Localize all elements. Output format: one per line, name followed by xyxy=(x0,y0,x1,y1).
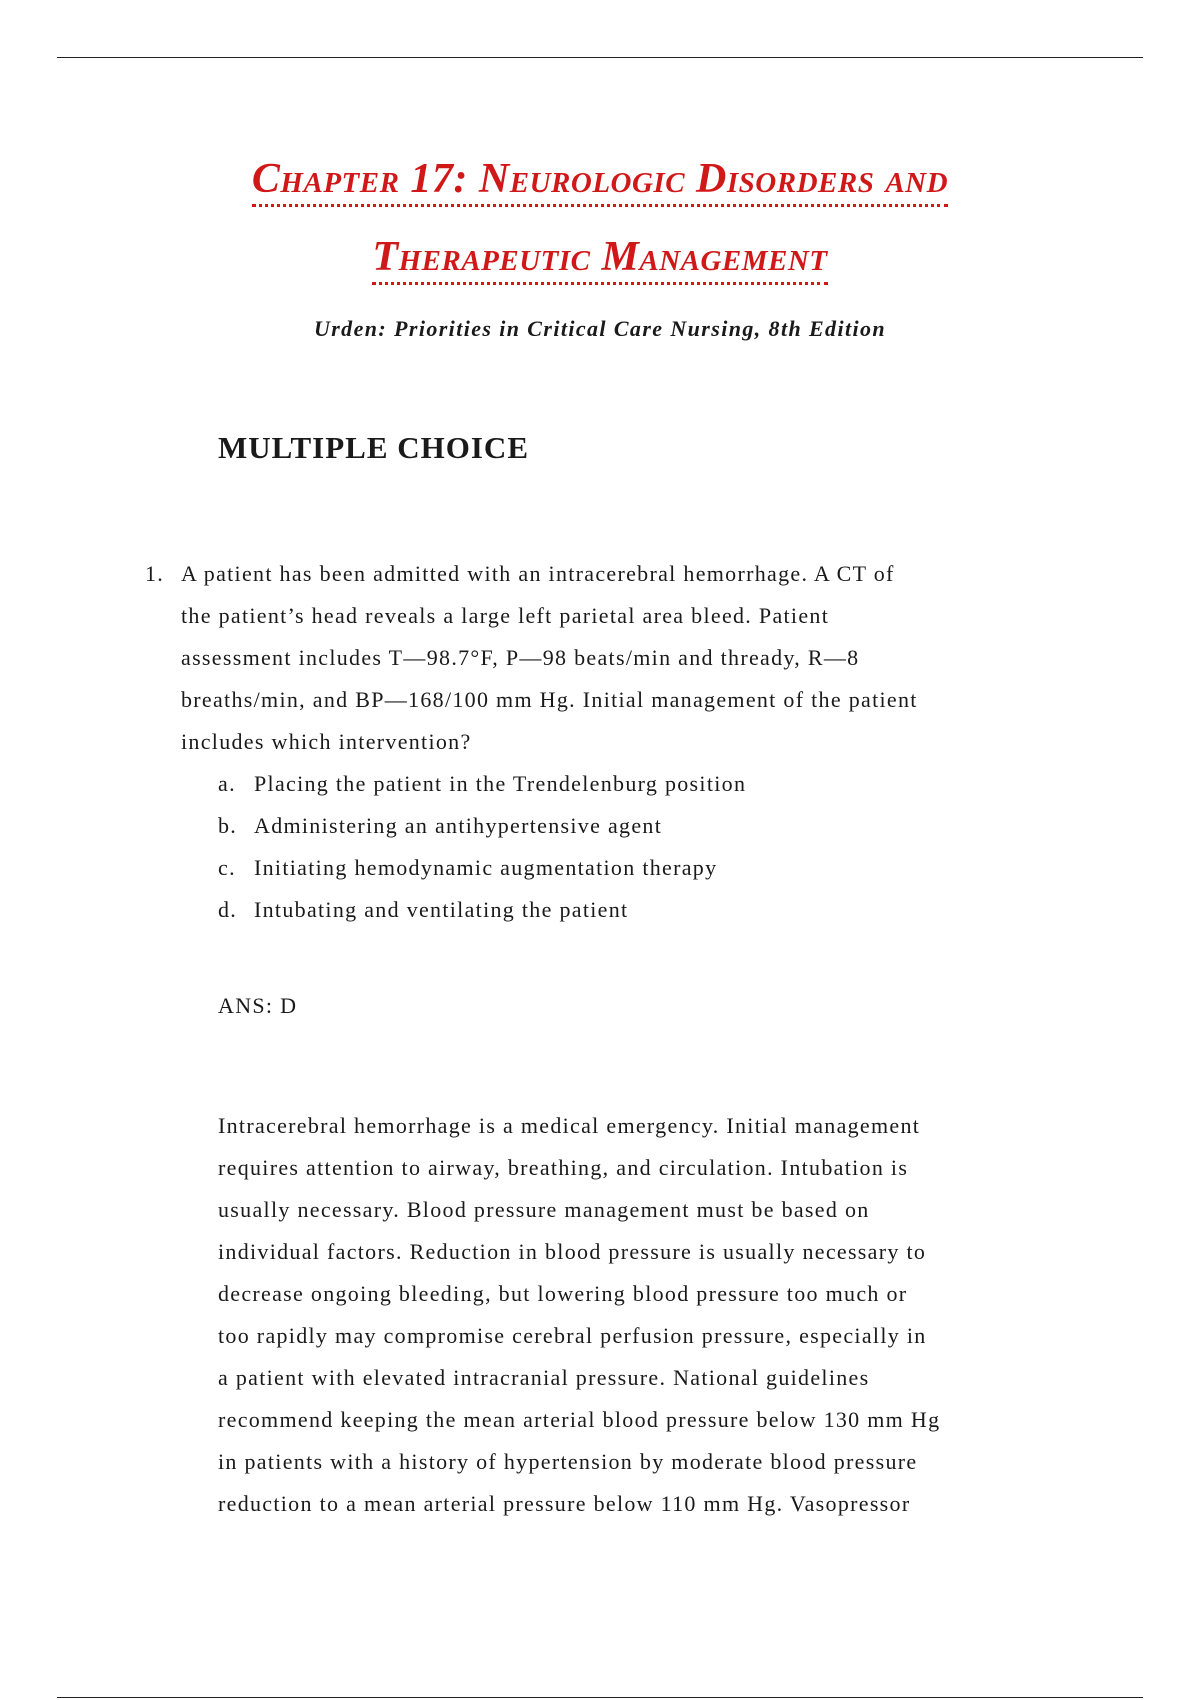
question-stem-line: includes which intervention? xyxy=(181,729,472,754)
option-text: Intubating and ventilating the patient xyxy=(254,897,629,922)
rationale-line: in patients with a history of hypertension by moderate blood pressure xyxy=(218,1449,918,1474)
option-text: Administering an antihypertensive agent xyxy=(254,813,663,838)
question-number: 1. xyxy=(145,561,165,586)
rationale-line: requires attention to airway, breathing, and circulation. Intubation is xyxy=(218,1155,909,1180)
rationale-line: decrease ongoing bleeding, but lowering blood pressure too much or xyxy=(218,1281,908,1306)
option-letter: a. xyxy=(218,771,236,796)
bottom-rule xyxy=(57,1697,1143,1698)
rationale xyxy=(218,1105,1078,1525)
option-b xyxy=(218,805,746,847)
section-heading: MULTIPLE CHOICE xyxy=(218,430,529,465)
top-rule xyxy=(57,57,1143,58)
rationale-line: usually necessary. Blood pressure management must be based on xyxy=(218,1197,870,1222)
option-text: Initiating hemodynamic augmentation therapy xyxy=(254,855,718,880)
option-d xyxy=(218,889,746,931)
answer-options xyxy=(218,763,746,931)
rationale-line: individual factors. Reduction in blood pressure is usually necessary to xyxy=(218,1239,927,1264)
rationale-line: Intracerebral hemorrhage is a medical emergency. Initial management xyxy=(218,1113,921,1138)
rationale-line: too rapidly may compromise cerebral perfusion pressure, especially in xyxy=(218,1323,927,1348)
chapter-title xyxy=(0,140,1200,296)
rationale-line: a patient with elevated intracranial pressure. National guidelines xyxy=(218,1365,870,1390)
rationale-line: recommend keeping the mean arterial blood pressure below 130 mm Hg xyxy=(218,1407,941,1432)
rationale-line: reduction to a mean arterial pressure below 110 mm Hg. Vasopressor xyxy=(218,1491,911,1516)
option-letter: c. xyxy=(218,855,236,880)
chapter-title-line-1: Chapter 17: Neurologic Disorders and xyxy=(252,154,948,207)
option-text: Placing the patient in the Trendelenburg position xyxy=(254,771,747,796)
answer-key: ANS: D xyxy=(218,993,298,1018)
question-stem xyxy=(181,553,1045,763)
book-subtitle: Urden: Priorities in Critical Care Nursing, 8th Edition xyxy=(313,316,887,341)
question-stem-line: the patient’s head reveals a large left parietal area bleed. Patient xyxy=(181,603,830,628)
option-a xyxy=(218,763,746,805)
chapter-title-line-2: Therapeutic Management xyxy=(372,232,827,285)
question-stem-line: A patient has been admitted with an intracerebral hemorrhage. A CT of xyxy=(181,561,895,586)
question-stem-line: breaths/min, and BP—168/100 mm Hg. Initial management of the patient xyxy=(181,687,918,712)
question-stem-line: assessment includes T—98.7°F, P—98 beats/min and thready, R—8 xyxy=(181,645,860,670)
question-1 xyxy=(145,553,1045,763)
option-c xyxy=(218,847,746,889)
option-letter: b. xyxy=(218,813,238,838)
option-letter: d. xyxy=(218,897,238,922)
